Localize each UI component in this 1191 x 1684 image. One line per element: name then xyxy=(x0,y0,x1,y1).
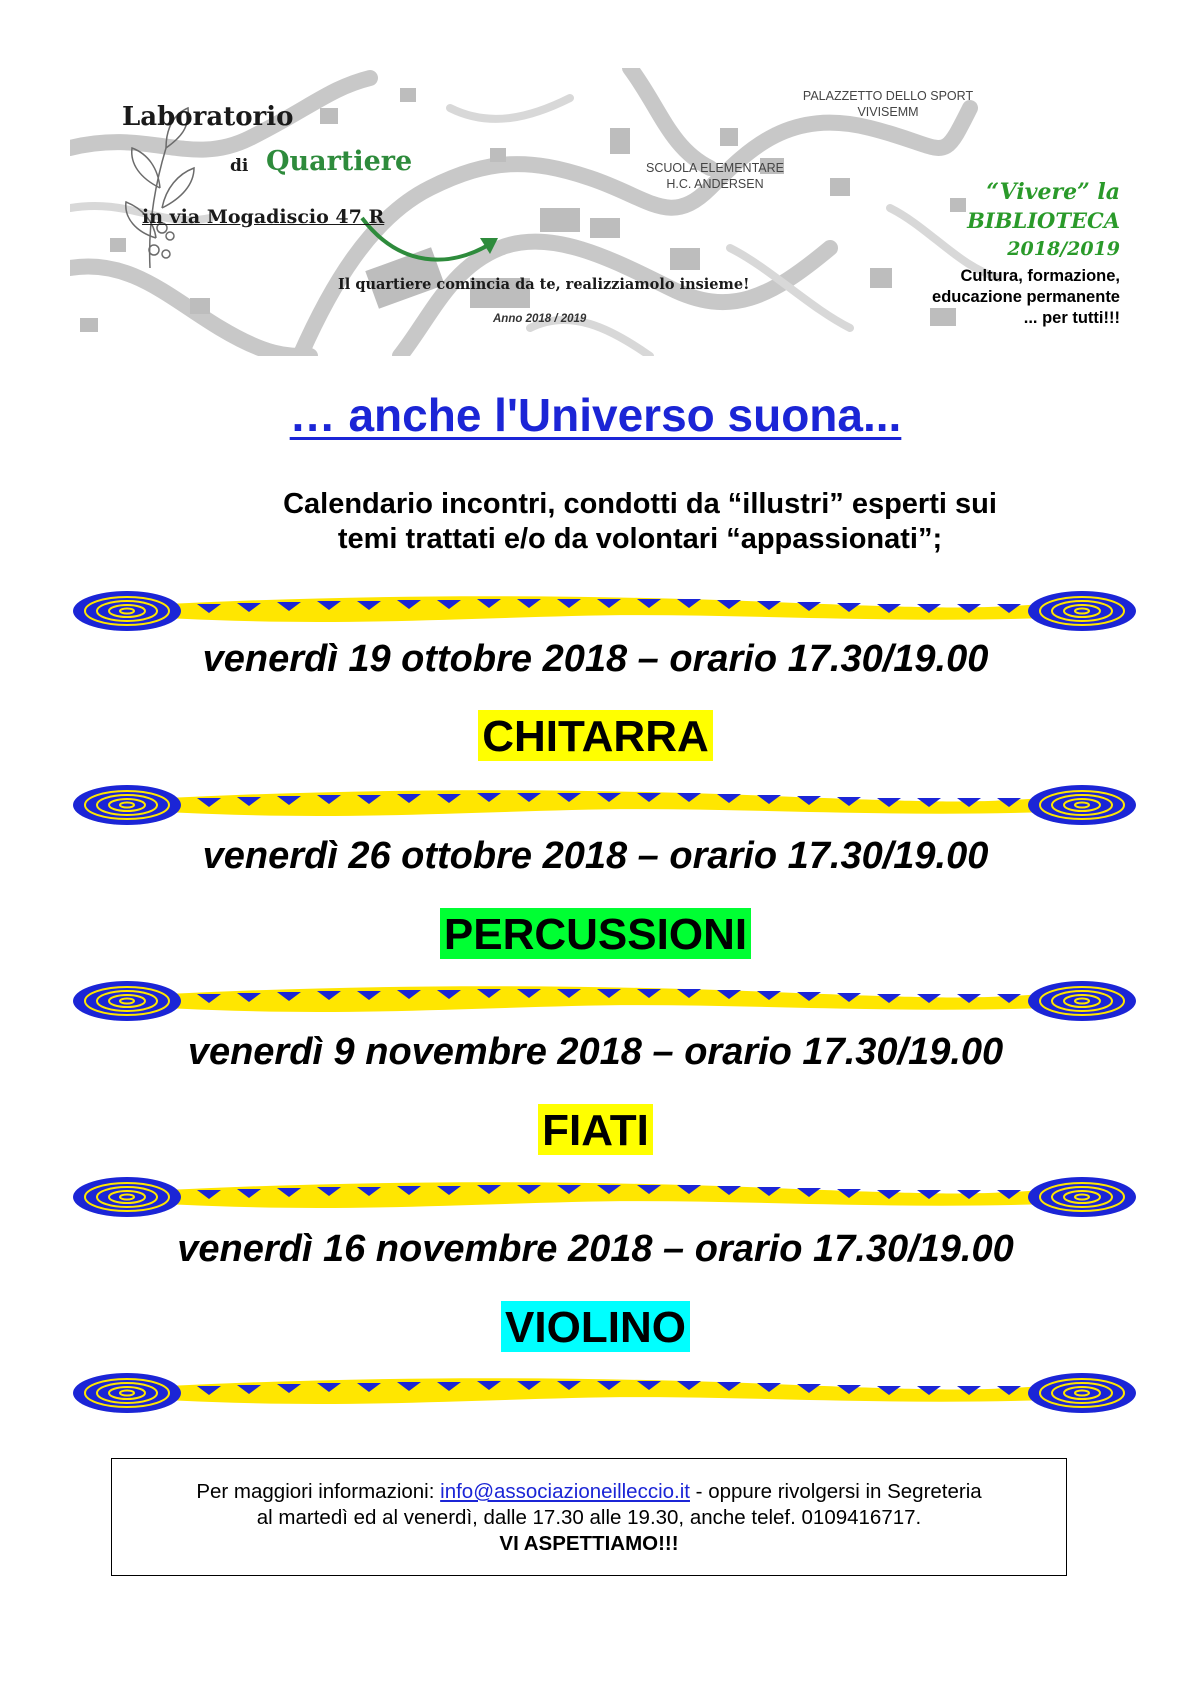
lab-title: Laboratorio xyxy=(122,102,294,132)
decorative-ribbon-3 xyxy=(72,976,1137,1026)
lab-di: di xyxy=(230,156,249,176)
event-date-2: venerdì 26 ottobre 2018 – orario 17.30/19.00 xyxy=(202,835,989,877)
intro-line1: Calendario incontri, condotti da “illustri” esperti sui xyxy=(283,488,997,520)
intro-text xyxy=(160,487,1120,557)
cultura-line3: ... per tutti!!! xyxy=(1023,309,1120,327)
event-instrument-label-2: PERCUSSIONI xyxy=(440,908,751,959)
info-line1 xyxy=(112,1479,1066,1505)
info-prefix: Per maggiori informazioni: xyxy=(196,1480,441,1503)
vivere-line1: “Vivere” la xyxy=(986,179,1120,205)
vivere-la-biblioteca xyxy=(900,178,1120,262)
page-title xyxy=(0,388,1191,442)
page-title-text: … anche l'Universo suona... xyxy=(289,389,902,441)
map-label-palazzetto xyxy=(798,88,978,120)
decorative-ribbon-1 xyxy=(72,586,1137,636)
info-box xyxy=(111,1458,1067,1576)
decorative-ribbon-5 xyxy=(72,1368,1137,1418)
event-instrument-1 xyxy=(0,712,1191,762)
event-instrument-3 xyxy=(0,1106,1191,1156)
lab-address: in via Mogadiscio 47 R xyxy=(142,206,385,228)
event-instrument-4 xyxy=(0,1303,1191,1353)
info-line3: VI ASPETTIAMO!!! xyxy=(499,1532,679,1555)
decorative-ribbon-4 xyxy=(72,1172,1137,1222)
lab-slogan: Il quartiere comincia da te, realizziamolo insieme! xyxy=(338,276,750,293)
map-label-palazzetto-line2: VIVISEMM xyxy=(857,105,919,119)
intro-line2: temi trattati e/o da volontari “appassionati”; xyxy=(337,523,943,555)
cultura-line2: educazione permanente xyxy=(932,288,1120,306)
vivere-line3: 2018/2019 xyxy=(1007,238,1120,260)
cultura-line1: Cultura, formazione, xyxy=(960,267,1120,285)
map-label-scuola xyxy=(640,160,790,192)
event-instrument-label-3: FIATI xyxy=(538,1104,653,1155)
lab-quartiere: Quartiere xyxy=(266,146,413,177)
header-banner xyxy=(70,68,1120,356)
map-label-scuola-line1: SCUOLA ELEMENTARE xyxy=(645,161,784,175)
cultura-tagline xyxy=(860,266,1120,329)
event-date-4: venerdì 16 novembre 2018 – orario 17.30/19.00 xyxy=(177,1228,1014,1270)
info-suffix: - oppure rivolgersi in Segreteria xyxy=(689,1480,982,1503)
info-line2: al martedì ed al venerdì, dalle 17.30 alle 19.30, anche telef. 0109416717. xyxy=(256,1506,922,1529)
email-link[interactable]: info@associazioneilleccio.it xyxy=(440,1480,690,1503)
event-instrument-2 xyxy=(0,910,1191,960)
lab-year: Anno 2018 / 2019 xyxy=(493,313,587,325)
event-instrument-label-1: CHITARRA xyxy=(478,710,713,761)
vivere-line2: BIBLIOTECA xyxy=(967,208,1120,233)
map-label-palazzetto-line1: PALAZZETTO DELLO SPORT xyxy=(802,89,974,103)
event-date-1: venerdì 19 ottobre 2018 – orario 17.30/19.00 xyxy=(202,638,989,680)
decorative-ribbon-2 xyxy=(72,780,1137,830)
map-label-scuola-line2: H.C. ANDERSEN xyxy=(666,177,764,191)
event-instrument-label-4: VIOLINO xyxy=(501,1301,690,1352)
event-date-3: venerdì 9 novembre 2018 – orario 17.30/19.00 xyxy=(187,1031,1004,1073)
